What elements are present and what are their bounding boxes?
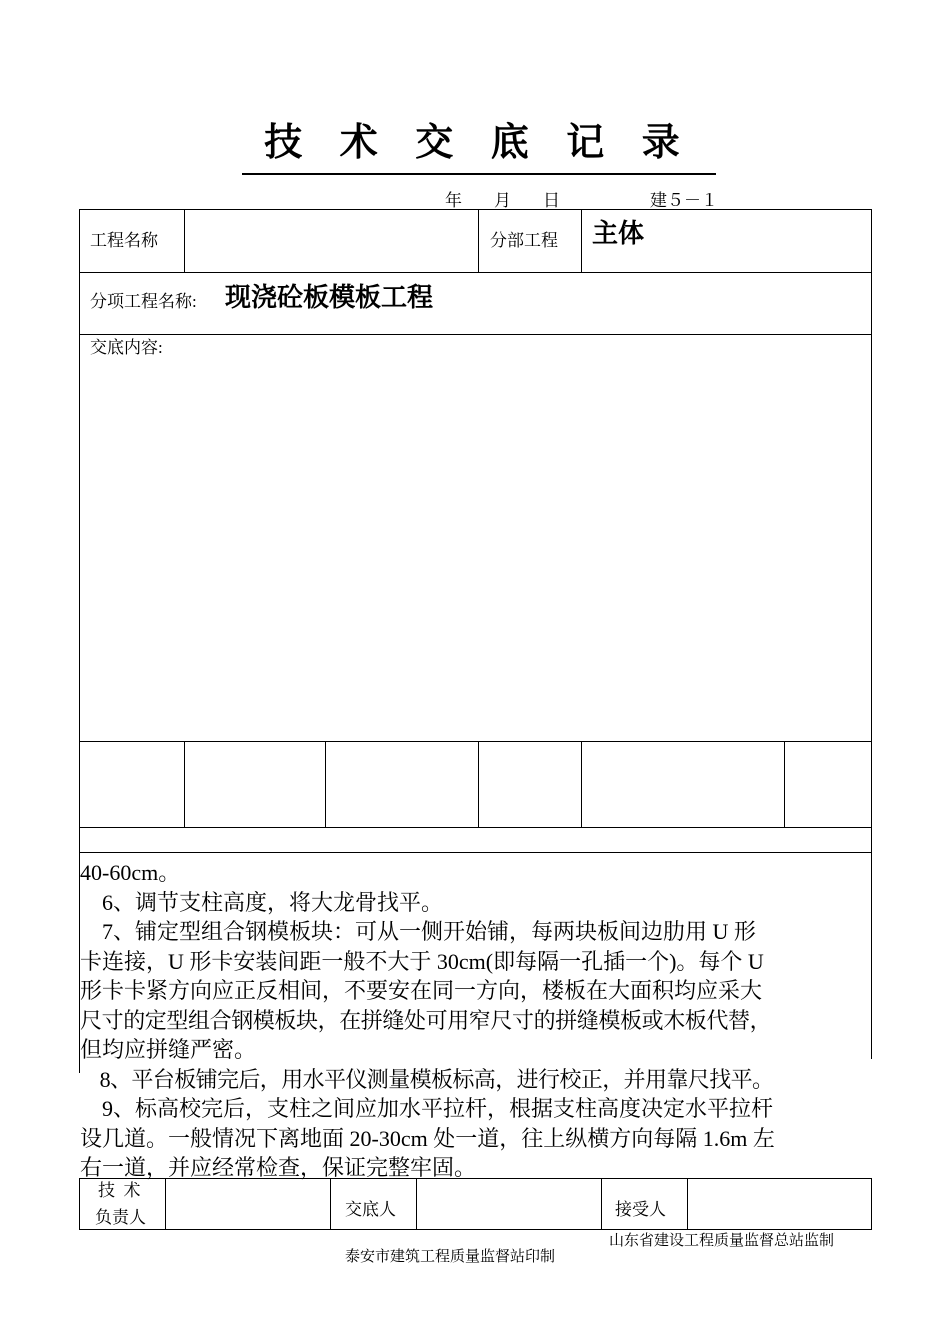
cell-divider: [687, 1178, 688, 1229]
body-line: 尺寸的定型组合钢模板块，在拼缝处可用窄尺寸的拼缝模板或木板代替，: [80, 1007, 772, 1033]
cell-divider: [478, 209, 479, 272]
row-divider: [79, 334, 872, 335]
body-line: 8、平台板铺完后，用水平仪测量模板标高，进行校正，并用靠尺找平。: [80, 1066, 774, 1092]
date-day: 日: [543, 191, 560, 210]
cell-divider: [79, 1178, 80, 1229]
cell-divider: [478, 741, 479, 827]
row-divider: [79, 827, 872, 828]
tech-lead-label-line1: 技 术: [98, 1181, 141, 1200]
tech-lead-label-line2: 负责人: [95, 1208, 146, 1227]
subitem-label: 分项工程名称:: [90, 292, 197, 311]
body-line: 6、调节支柱高度，将大龙骨找平。: [80, 889, 444, 915]
table-border-top: [79, 209, 872, 210]
row-divider: [79, 852, 872, 853]
date-month: 月: [494, 191, 511, 210]
date-year: 年: [445, 191, 462, 210]
body-line: 40-60cm。: [80, 860, 181, 885]
project-name-label: 工程名称: [90, 231, 158, 250]
cell-divider: [416, 1178, 417, 1229]
body-line: 卡连接，U 形卡安装间距一般不大于 30cm(即每隔一孔插一个)。每个 U: [80, 948, 764, 974]
sig-border-top: [79, 1178, 872, 1179]
body-line: 右一道，并应经常检查，保证完整牢固。: [80, 1155, 477, 1180]
division-value: 主体: [592, 219, 645, 248]
cell-divider: [184, 741, 185, 827]
body-line: 但均应拼缝严密。: [80, 1037, 257, 1062]
content-label: 交底内容:: [90, 338, 163, 357]
form-code: 建５－１: [650, 191, 718, 210]
cell-divider: [165, 1178, 166, 1229]
cell-divider: [330, 1178, 331, 1229]
discloser-label: 交底人: [345, 1200, 396, 1219]
cell-divider: [601, 1178, 602, 1229]
page-title: 技 术 交 底 记 录: [264, 122, 694, 164]
row-divider: [79, 272, 872, 273]
subitem-value: 现浇砼板模板工程: [225, 283, 434, 312]
cell-divider: [784, 741, 785, 827]
body-line: 设几道。一般情况下离地面 20-30cm 处一道，往上纵横方向每隔 1.6m 左: [80, 1125, 775, 1151]
receiver-label: 接受人: [615, 1200, 666, 1219]
date-line: [445, 186, 560, 211]
body-line: 7、铺定型组合钢模板块：可从一侧开始铺，每两块板间边肋用 U 形: [80, 919, 756, 944]
cell-divider: [325, 741, 326, 827]
footer-printer: 泰安市建筑工程质量监督站印制: [345, 1249, 556, 1265]
disclosure-body: [80, 858, 880, 1183]
cell-divider: [581, 209, 582, 272]
cell-divider: [184, 209, 185, 272]
division-label: 分部工程: [490, 231, 558, 250]
body-line: 9、标高校完后，支柱之间应加水平拉杆，根据支柱高度决定水平拉杆: [80, 1096, 774, 1121]
row-divider: [79, 741, 872, 742]
cell-divider: [581, 741, 582, 827]
cell-divider: [871, 1178, 872, 1229]
title-underline: [242, 173, 716, 175]
body-line: 形卡卡紧方向应正反相间，不要安在同一方向，楼板在大面积均应采大: [80, 978, 763, 1003]
footer-supervisor: 山东省建设工程质量监督总站监制: [609, 1233, 835, 1249]
